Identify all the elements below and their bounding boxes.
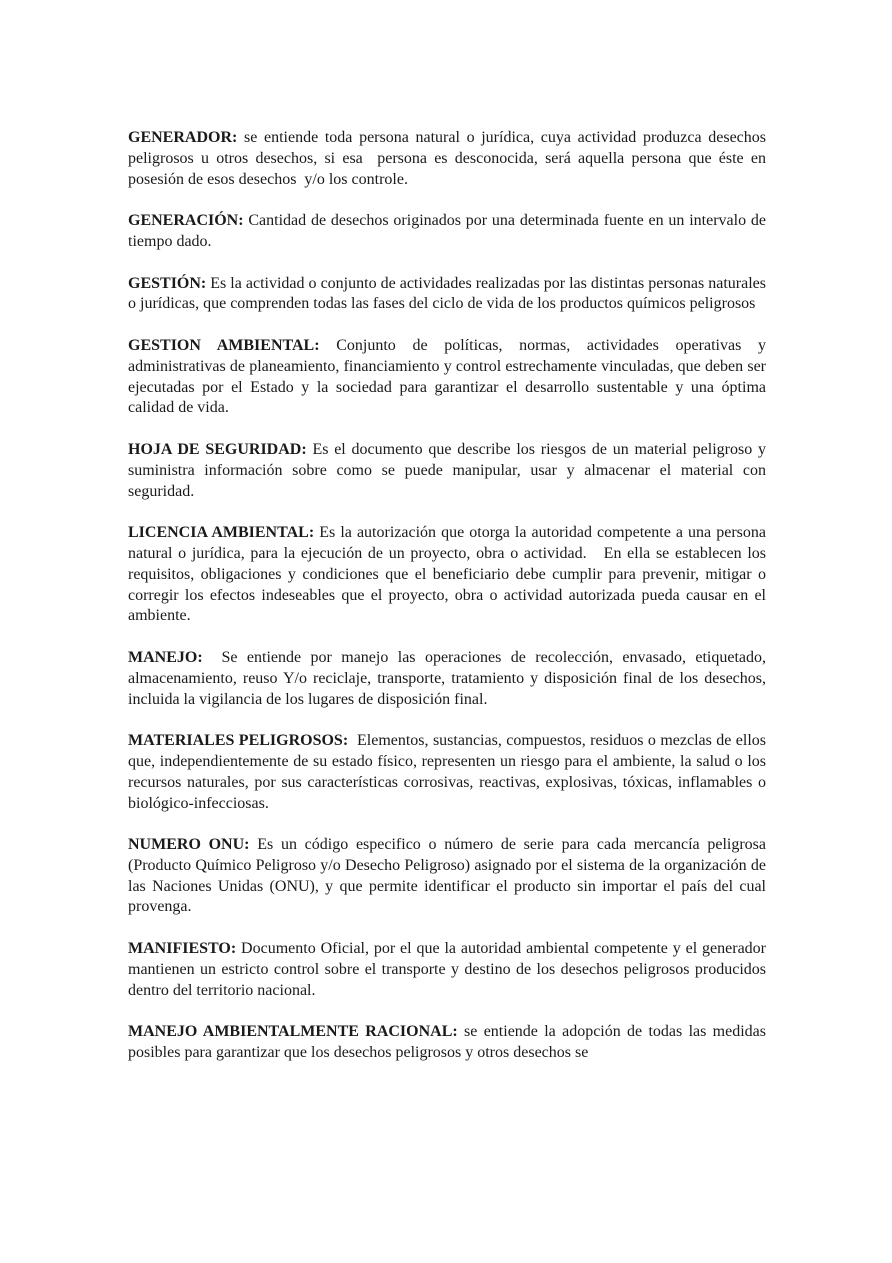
entry-definition: Conjunto de políticas, normas, actividades operativas y administrativas de planeamiento, financiamiento y control estrechamente vinculadas, que deben ser ejecutadas por el Estado y la sociedad para garantizar el desarrollo sustentable y una óptima calidad de vida. (128, 336, 770, 417)
glossary-entry-gestion (128, 274, 770, 316)
entry-term: HOJA DE SEGURIDAD: (128, 440, 307, 458)
document-page (128, 128, 771, 1085)
glossary-entry-materiales-peligrosos (128, 731, 771, 814)
entry-definition: Es un código especifico o número de serie para cada mercancía peligrosa (Producto Químico Peligroso y/o Desecho Peligroso) asignado por el sistema de la organización de las Naciones Unidas (ONU), y que permite identificar el producto sin importar el país del cual provenga. (128, 836, 771, 916)
glossary-entry-generacion (128, 211, 770, 253)
entry-term: MANIFIESTO: (128, 940, 237, 958)
glossary-entry-licencia-ambiental (128, 523, 770, 627)
glossary-entry-hoja-de-seguridad (128, 440, 770, 502)
entry-definition: se entiende la adopción de todas las medidas posibles para garantizar que los desechos peligrosos y otros desechos se (128, 1023, 771, 1062)
entry-term: NUMERO ONU: (128, 836, 250, 854)
entry-definition: Documento Oficial, por el que la autoridad ambiental competente y el generador mantienen un estricto control sobre el transporte y destino de los desechos peligrosos producidos dentro del territorio nacional. (128, 940, 770, 999)
entry-term: GESTION AMBIENTAL: (128, 336, 320, 354)
entry-term: MATERIALES PELIGROSOS: (128, 732, 349, 750)
entry-term: GENERACIÓN: (128, 212, 244, 230)
entry-definition: Es la actividad o conjunto de actividades realizadas por las distintas personas naturales o jurídicas, que comprenden todas las fases del ciclo de vida de los productos químicos peligrosos (128, 274, 770, 313)
glossary-entry-gestion-ambiental (128, 336, 770, 419)
entry-definition: se entiende toda persona natural o jurídica, cuya actividad produzca desechos peligrosos u otros desechos, si esa persona es desconocida, será aquella persona que éste en posesión de esos desechos y/o los controle. (128, 129, 770, 188)
glossary-entry-numero-onu (128, 835, 771, 918)
entry-term: MANEJO AMBIENTALMENTE RACIONAL: (128, 1023, 458, 1041)
glossary-entry-manejo (128, 648, 770, 710)
entry-definition: Elementos, sustancias, compuestos, residuos o mezclas de ellos que, independientemente de su estado físico, representen un riesgo para el ambiente, la salud o los recursos naturales, por sus características corrosivas, reactivas, explosivas, tóxicas, inflamables o biológico-infecciosas. (128, 732, 771, 812)
glossary-entry-generador (128, 128, 770, 190)
entry-definition: Se entiende por manejo las operaciones de recolección, envasado, etiquetado, almacenamiento, reuso Y/o reciclaje, transporte, tratamiento y disposición final de los desechos, incluida la vigilancia de los lugares de disposición final. (128, 648, 770, 708)
glossary-entry-manifiesto (128, 939, 770, 1001)
entry-definition: Es el documento que describe los riesgos de un material peligroso y suministra información sobre como se puede manipular, usar y almacenar el material con seguridad. (128, 440, 770, 500)
entry-term: MANEJO: (128, 648, 203, 666)
entry-term: GESTIÓN: (128, 274, 207, 292)
entry-definition: Cantidad de desechos originados por una determinada fuente en un intervalo de tiempo dado. (128, 212, 770, 250)
entry-term: LICENCIA AMBIENTAL: (128, 524, 315, 542)
entry-term: GENERADOR: (128, 129, 238, 146)
entry-definition: Es la autorización que otorga la autoridad competente a una persona natural o jurídica, para la ejecución de un proyecto, obra o actividad. En ella se establecen los requisitos, obligaciones y condiciones que el beneficiario debe cumplir para prevenir, mitigar o corregir los efectos indeseables que el proyecto, obra o actividad autorizada pueda causar en el ambiente. (128, 524, 770, 625)
glossary-entry-manejo-ambientalmente-racional (128, 1022, 771, 1064)
